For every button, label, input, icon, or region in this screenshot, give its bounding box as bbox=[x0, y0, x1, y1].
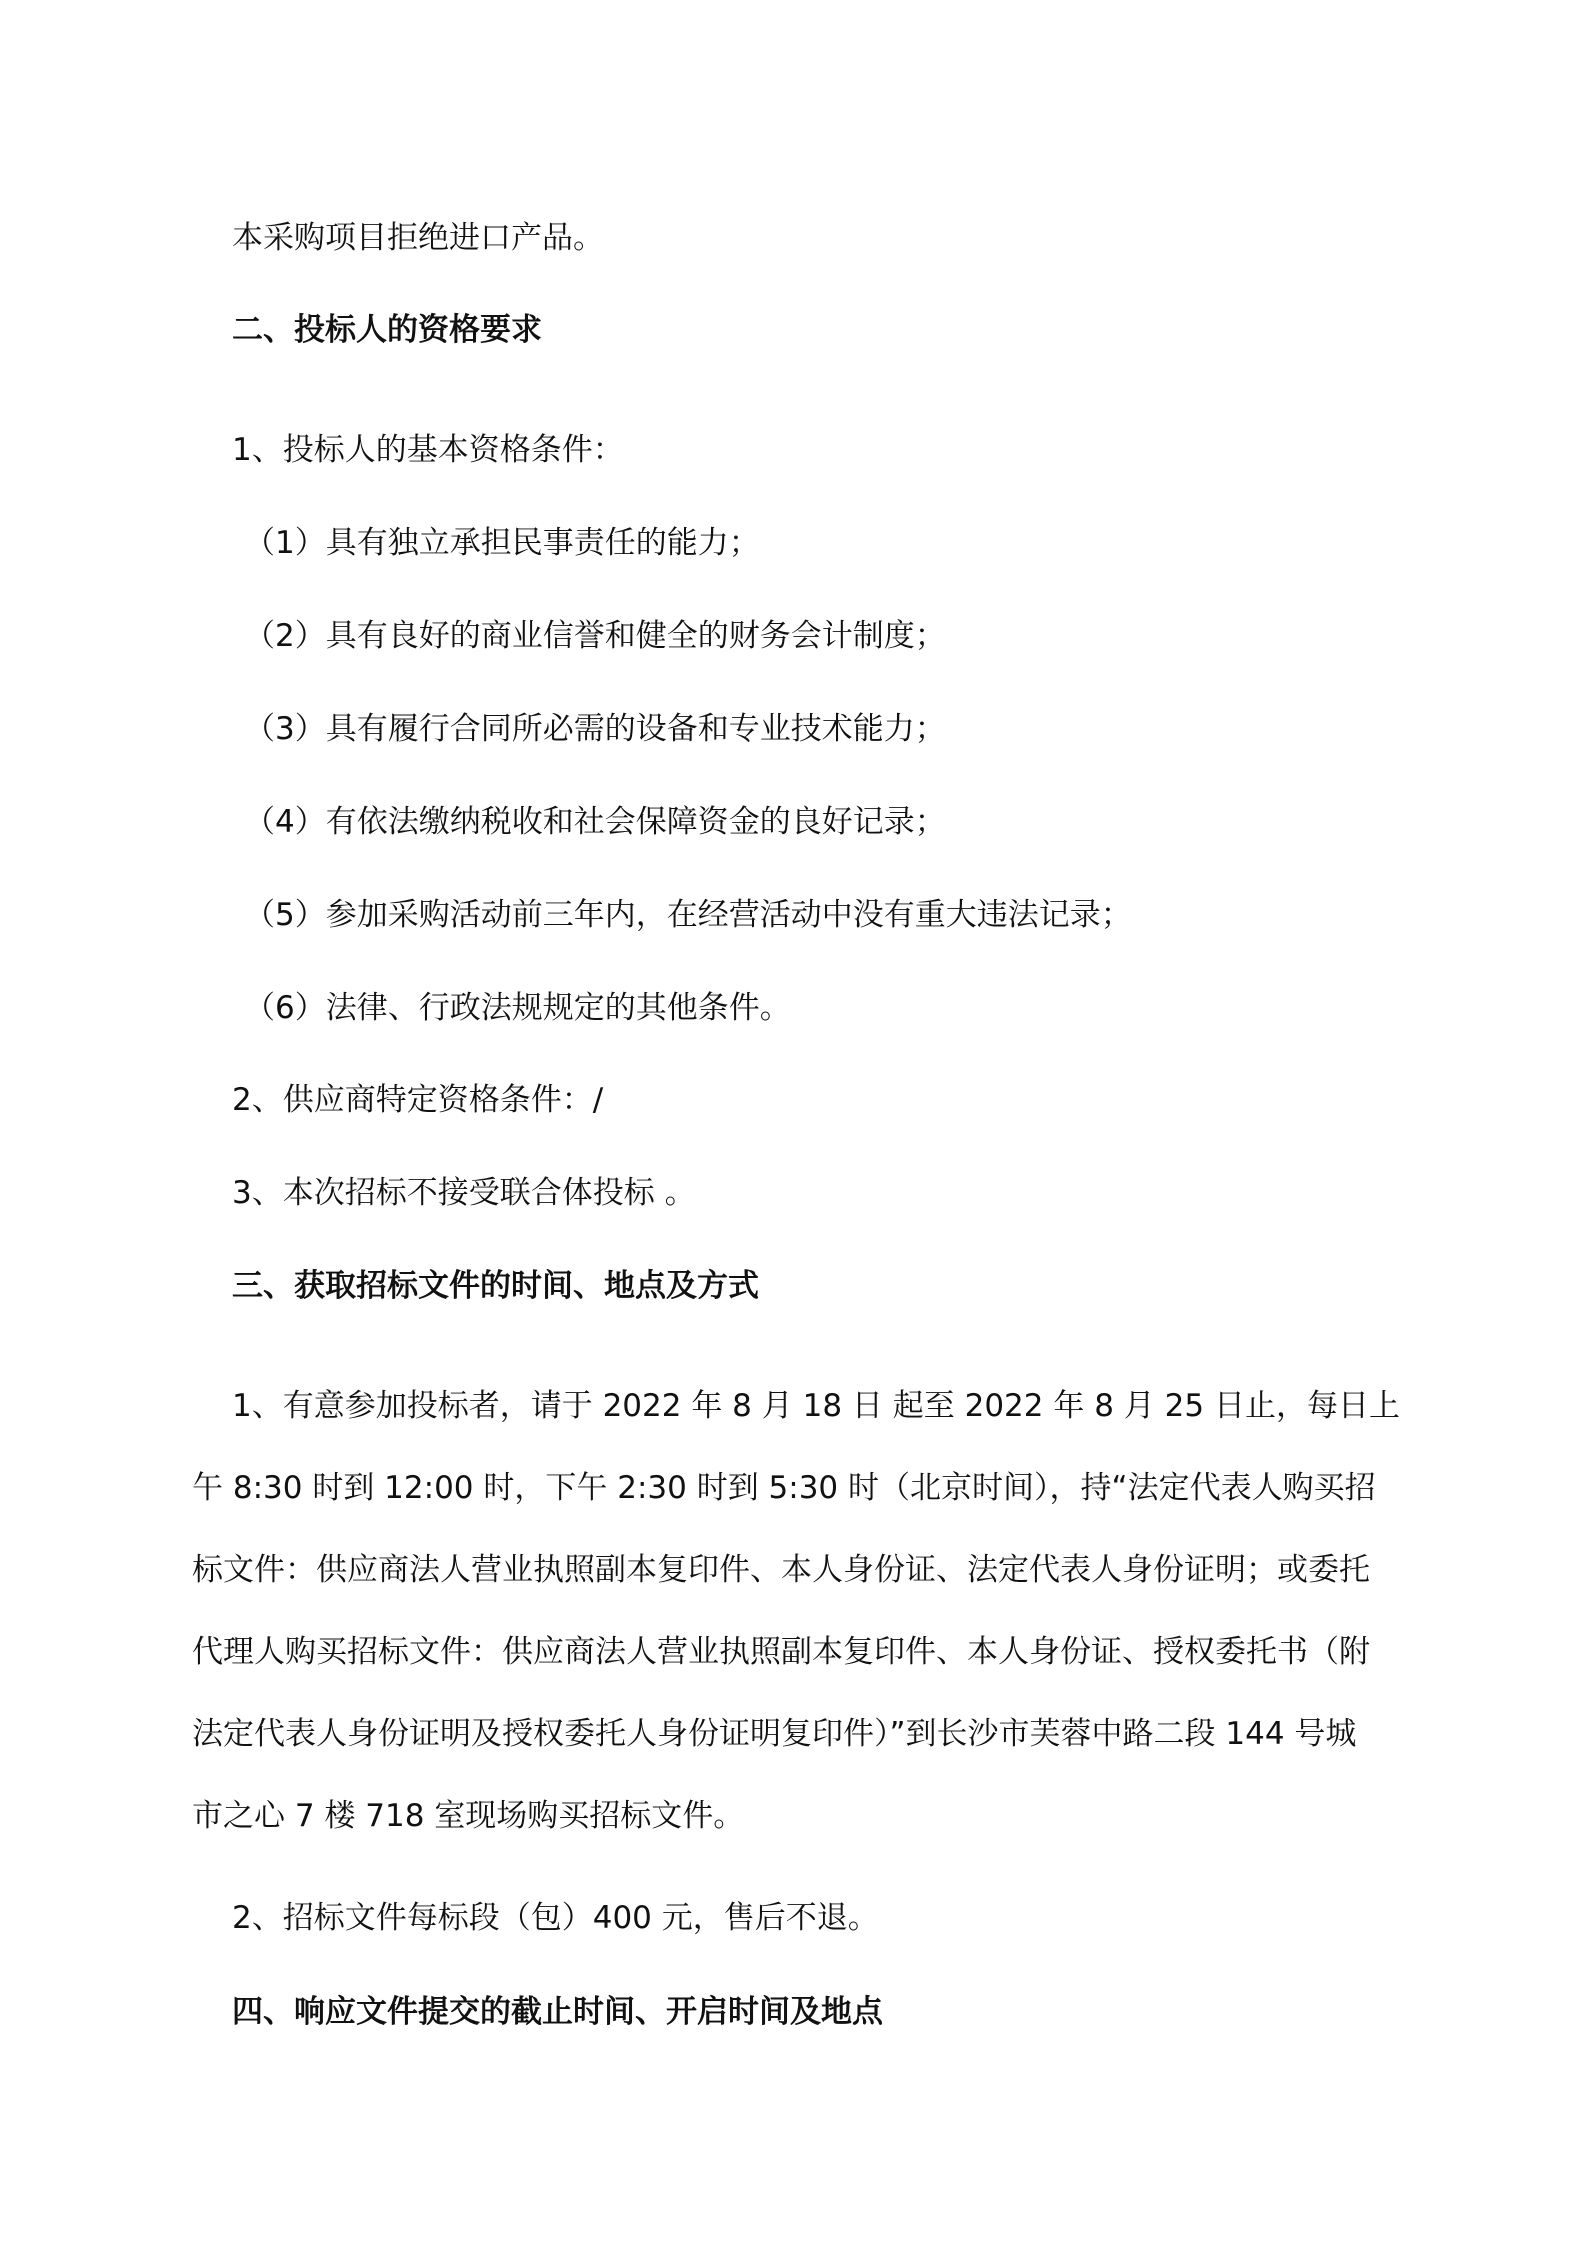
intro-text: 本采购项目拒绝进口产品。 bbox=[232, 220, 604, 256]
condition-item: （1）具有独立承担民事责任的能力； bbox=[244, 525, 760, 561]
paragraph-line: 市之心 7 楼 718 室现场购买招标文件。 bbox=[192, 1798, 745, 1834]
paragraph-line: 法定代表人身份证明及授权委托人身份证明复印件）”到长沙市芙蓉中路二段 144 号城 bbox=[192, 1716, 1357, 1752]
condition-item: （6）法律、行政法规规定的其他条件。 bbox=[244, 990, 791, 1026]
paragraph-line: 1、有意参加投标者，请于 2022 年 8 月 18 日 起至 2022 年 8 月 25 日止，每日上 bbox=[232, 1388, 1400, 1424]
section-4-heading: 四、响应文件提交的截止时间、开启时间及地点 bbox=[232, 1994, 883, 2030]
fee-note: 2、招标文件每标段（包）400 元，售后不退。 bbox=[232, 1900, 879, 1936]
specific-conditions: 2、供应商特定资格条件：/ bbox=[232, 1082, 604, 1118]
section-3-heading: 三、获取招标文件的时间、地点及方式 bbox=[232, 1268, 759, 1304]
condition-item: （4）有依法缴纳税收和社会保障资金的良好记录； bbox=[244, 804, 946, 840]
paragraph-line: 标文件：供应商法人营业执照副本复印件、本人身份证、法定代表人身份证明；或委托 bbox=[192, 1552, 1370, 1588]
condition-item: （2）具有良好的商业信誉和健全的财务会计制度； bbox=[244, 618, 946, 654]
basic-conditions-title: 1、投标人的基本资格条件： bbox=[232, 432, 624, 468]
condition-item: （3）具有履行合同所必需的设备和专业技术能力； bbox=[244, 711, 946, 747]
condition-item: （5）参加采购活动前三年内，在经营活动中没有重大违法记录； bbox=[244, 897, 1132, 933]
paragraph-line: 代理人购买招标文件：供应商法人营业执照副本复印件、本人身份证、授权委托书（附 bbox=[192, 1634, 1370, 1670]
consortium-note: 3、本次招标不接受联合体投标 。 bbox=[232, 1175, 696, 1211]
paragraph-line: 午 8:30 时到 12:00 时，下午 2:30 时到 5:30 时（北京时间），持“法定代表人购买招 bbox=[192, 1470, 1376, 1506]
section-2-heading: 二、投标人的资格要求 bbox=[232, 312, 542, 348]
